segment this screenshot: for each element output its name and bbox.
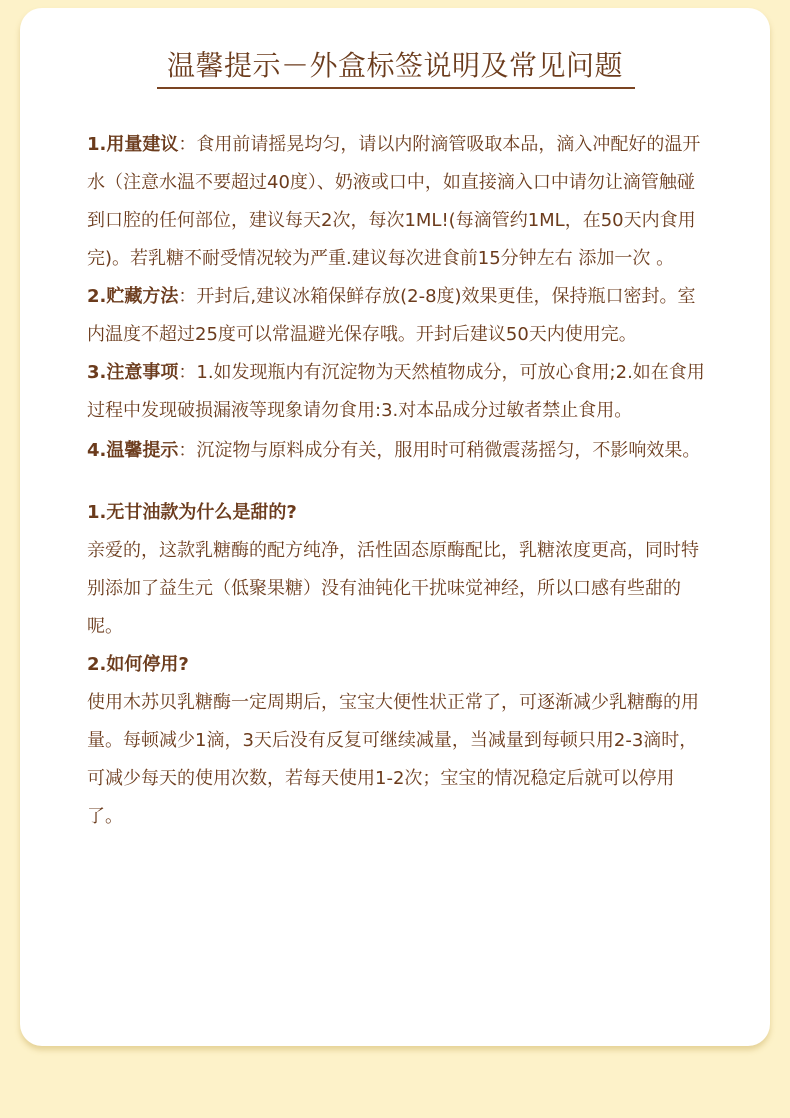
faq-section bbox=[87, 494, 709, 836]
faq-question: 2.如何停用? bbox=[87, 654, 189, 675]
tip-text: 1.如发现瓶内有沉淀物为天然植物成分，可放心食用;2.如在食用过程中发现破损漏液等现象请勿食用:3.对本品成分过敏者禁止食用。 bbox=[87, 362, 705, 421]
tip-text: 开封后,建议冰箱保鲜存放(2-8度)效果更佳，保持瓶口密封。室内温度不超过25度可以常温避光保存哦。开封后建议50天内使用完。 bbox=[87, 286, 696, 345]
tip-precautions bbox=[87, 354, 709, 430]
title-underline bbox=[157, 87, 635, 89]
tip-label: 2.贮藏方法 bbox=[87, 286, 179, 307]
faq-answer: 使用木苏贝乳糖酶一定周期后，宝宝大便性状正常了，可逐渐减少乳糖酶的用量。每顿减少1滴，3天后没有反复可继续减量，当减量到每顿只用2-3滴时，可减少每天的使用次数，若每天使用1-2次；宝宝的情况稳定后就可以停用了。 bbox=[87, 692, 699, 827]
content-area bbox=[87, 126, 709, 836]
faq-answer: 亲爱的，这款乳糖酶的配方纯净，活性固态原酶配比，乳糖浓度更高，同时特别添加了益生元（低聚果糖）没有油钝化干扰味觉神经，所以口感有些甜的呢。 bbox=[87, 540, 699, 637]
info-card bbox=[20, 8, 770, 1046]
tip-label: 3.注意事项 bbox=[87, 362, 179, 383]
tip-separator: ： bbox=[178, 134, 197, 155]
page-title: 温馨提示－外盒标签说明及常见问题 bbox=[166, 49, 623, 82]
faq-question: 1.无甘油款为什么是甜的? bbox=[87, 502, 297, 523]
tip-text: 食用前请摇晃均匀，请以内附滴管吸取本品，滴入冲配好的温开水（注意水温不要超过40度）、奶液或口中，如直接滴入口中请勿让滴管触碰到口腔的任何部位，建议每天2次，每次1ML!(每滴管约1ML，在50天内食用完)。若乳糖不耐受情况较为严重.建议每次进食前15分钟左右 添加一次 。 bbox=[87, 134, 701, 269]
tip-storage bbox=[87, 278, 709, 354]
tip-reminder bbox=[87, 430, 709, 472]
tip-dosage bbox=[87, 126, 709, 278]
tip-text: 沉淀物与原料成分有关，服用时可稍微震荡摇匀，不影响效果。 bbox=[196, 440, 701, 461]
tip-separator: ： bbox=[178, 440, 197, 461]
tip-label: 1.用量建议 bbox=[87, 134, 179, 155]
tip-label: 4.温馨提示 bbox=[87, 440, 179, 461]
tip-separator: ： bbox=[178, 362, 197, 383]
tip-separator: ： bbox=[178, 286, 197, 307]
